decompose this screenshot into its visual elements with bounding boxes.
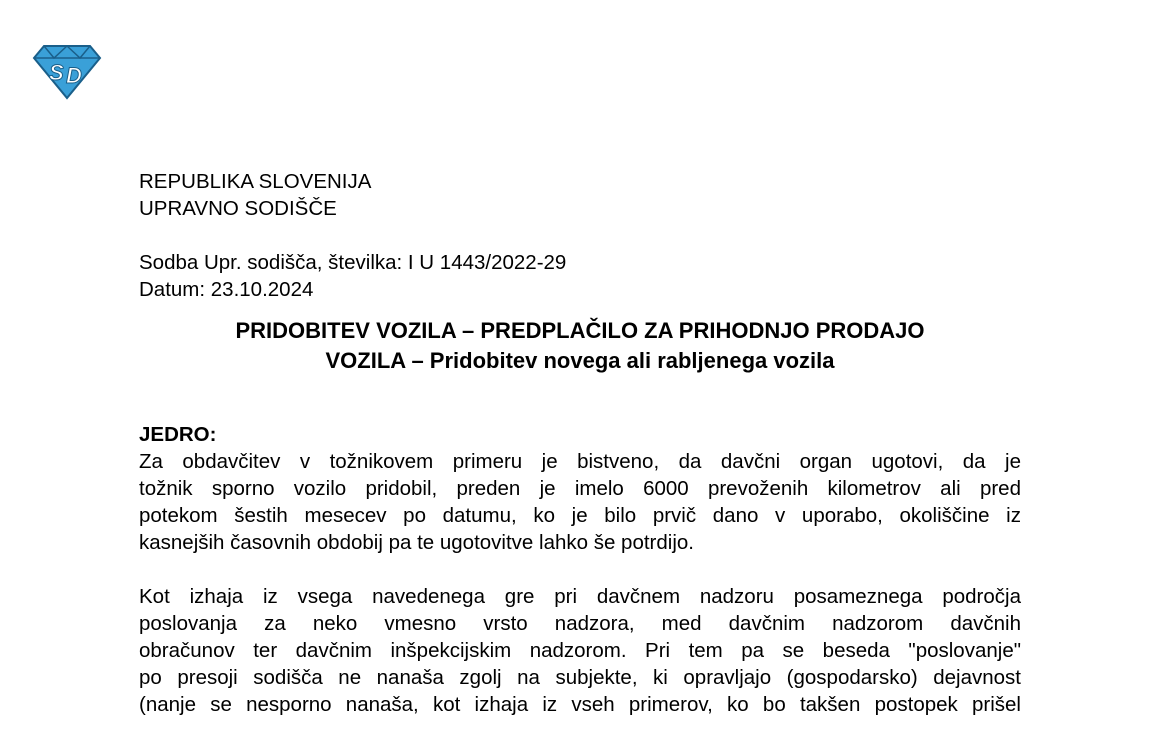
- title-line-1: PRIDOBITEV VOZILA – PREDPLAČILO ZA PRIHODNJO PRODAJO: [235, 318, 925, 343]
- paragraph-line: Kot izhaja iz vsega navedenega gre pri davčnem nadzoru posameznega področja: [139, 585, 1021, 608]
- paragraph-line: obračunov ter davčnim inšpekcijskim nadzorom. Pri tem pa se beseda "poslovanje": [139, 639, 1021, 662]
- jedro-line: kasnejših časovnih obdobij pa te ugotovitve lahko še potrdijo.: [139, 531, 694, 554]
- title-line-2: VOZILA – Pridobitev novega ali rabljenega vozila: [325, 348, 835, 373]
- paragraph-line: po presoji sodišča ne nanaša zgolj na subjekte, ki opravljajo (gospodarsko) dejavnost: [139, 666, 1021, 689]
- document-title: [139, 316, 1021, 376]
- country-name: REPUBLIKA SLOVENIJA: [139, 170, 372, 193]
- jedro-line: Za obdavčitev v tožnikovem primeru je bistveno, da davčni organ ugotovi, da je: [139, 450, 1021, 473]
- judgment-date: Datum: 23.10.2024: [139, 278, 314, 301]
- jedro-line: tožnik sporno vozilo pridobil, preden je imelo 6000 prevoženih kilometrov ali pred: [139, 477, 1021, 500]
- body-paragraph: [139, 583, 1021, 718]
- paragraph-line: (nanje se nesporno nanaša, kot izhaja iz vseh primerov, ko bo takšen postopek prišel: [139, 693, 1021, 716]
- svg-text:D: D: [66, 63, 82, 88]
- jedro-heading: JEDRO:: [139, 423, 217, 446]
- jedro-paragraph: [139, 448, 1021, 556]
- document-body: [139, 168, 1021, 718]
- jedro-line: potekom šestih mesecev po datumu, ko je bilo prvič dano v uporabo, okoliščine iz: [139, 504, 1021, 527]
- court-name: UPRAVNO SODIŠČE: [139, 197, 337, 220]
- svg-text:S: S: [49, 60, 64, 85]
- court-logo-icon: [30, 40, 104, 100]
- paragraph-line: poslovanja za neko vmesno vrsto nadzora, med davčnim nadzorom davčnih: [139, 612, 1021, 635]
- judgment-number: Sodba Upr. sodišča, številka: I U 1443/2022-29: [139, 251, 567, 274]
